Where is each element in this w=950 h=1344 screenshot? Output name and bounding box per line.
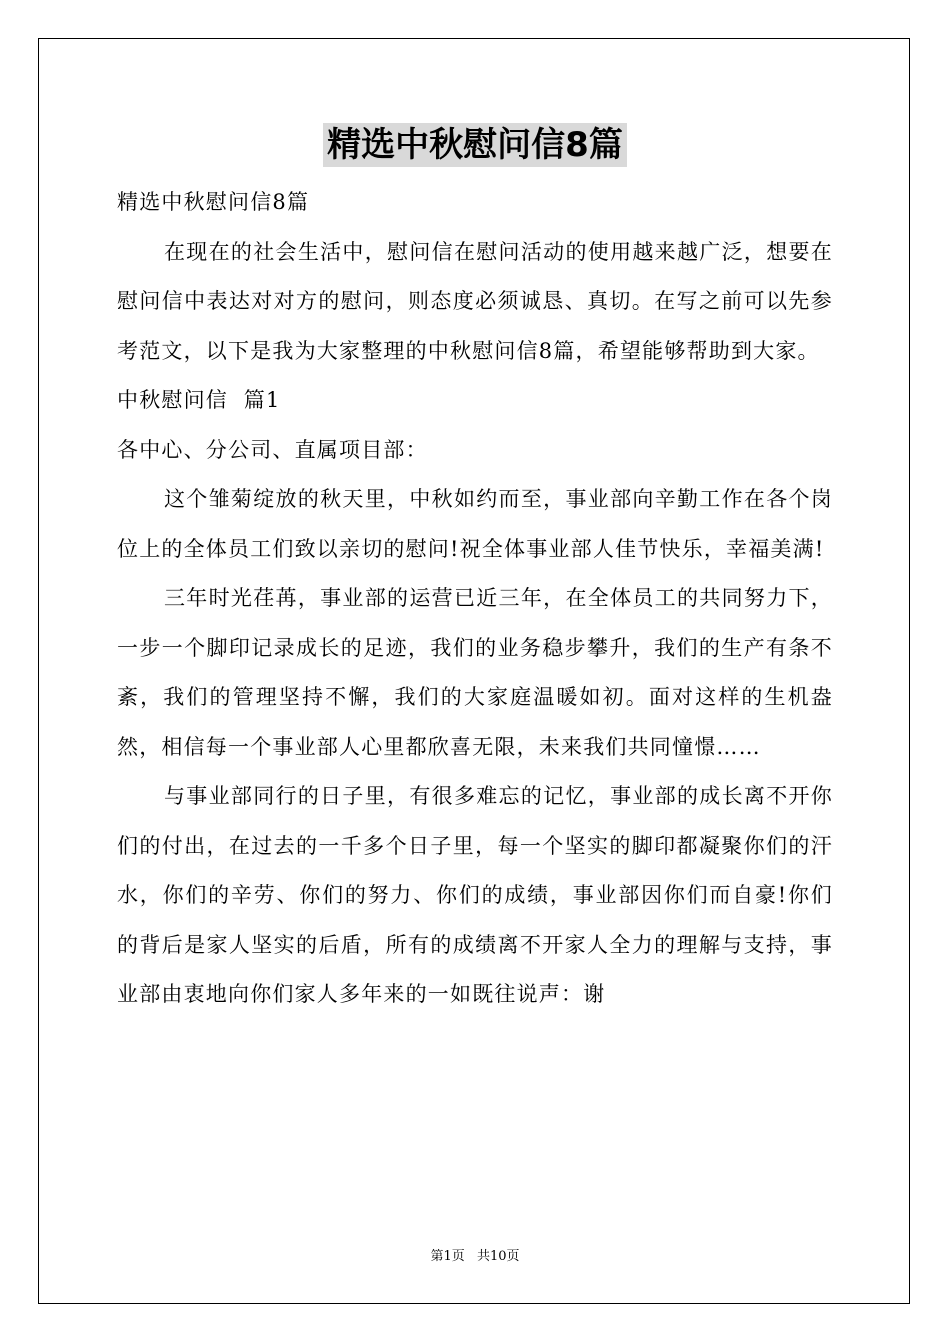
section-heading: 中秋慰问信 篇1	[117, 388, 281, 412]
paragraph: 与事业部同行的日子里，有很多难忘的记忆，事业部的成长离不开你们的付出，在过去的一千多个日子里，每一个坚实的脚印都凝聚你们的汗水，你们的辛劳、你们的努力、你们的成绩，事业部因你们而自豪!你们的背后是家人坚实的后盾，所有的成绩离不开家人全力的理解与支持，事业部由衷地向你们家人多年来的一如既往说声：谢	[117, 784, 833, 1006]
paragraph: 三年时光荏苒，事业部的运营已近三年，在全体员工的共同努力下，一步一个脚印记录成长的足迹，我们的业务稳步攀升，我们的生产有条不紊，我们的管理坚持不懈，我们的大家庭温暖如初。面对这样的生机盎然，相信每一个事业部人心里都欣喜无限，未来我们共同憧憬……	[117, 586, 833, 759]
paragraph: 这个雏菊绽放的秋天里，中秋如约而至，事业部向辛勤工作在各个岗位上的全体员工们致以亲切的慰问!祝全体事业部人佳节快乐，幸福美满!	[117, 487, 833, 561]
paragraph: 在现在的社会生活中，慰问信在慰问活动的使用越来越广泛，想要在慰问信中表达对对方的慰问，则态度必须诚恳、真切。在写之前可以先参考范文，以下是我为大家整理的中秋慰问信8篇，希望能够帮助到大家。	[117, 239, 833, 363]
document-title: 精选中秋慰问信8篇	[323, 123, 627, 167]
paragraph: 精选中秋慰问信8篇	[117, 190, 310, 214]
page-number: 第1页	[430, 1249, 465, 1264]
total-pages: 共10页	[476, 1249, 520, 1264]
document-body	[117, 178, 833, 1020]
salutation: 各中心、分公司、直属项目部：	[117, 437, 428, 462]
page-footer	[0, 1248, 950, 1266]
title-container	[0, 123, 950, 167]
